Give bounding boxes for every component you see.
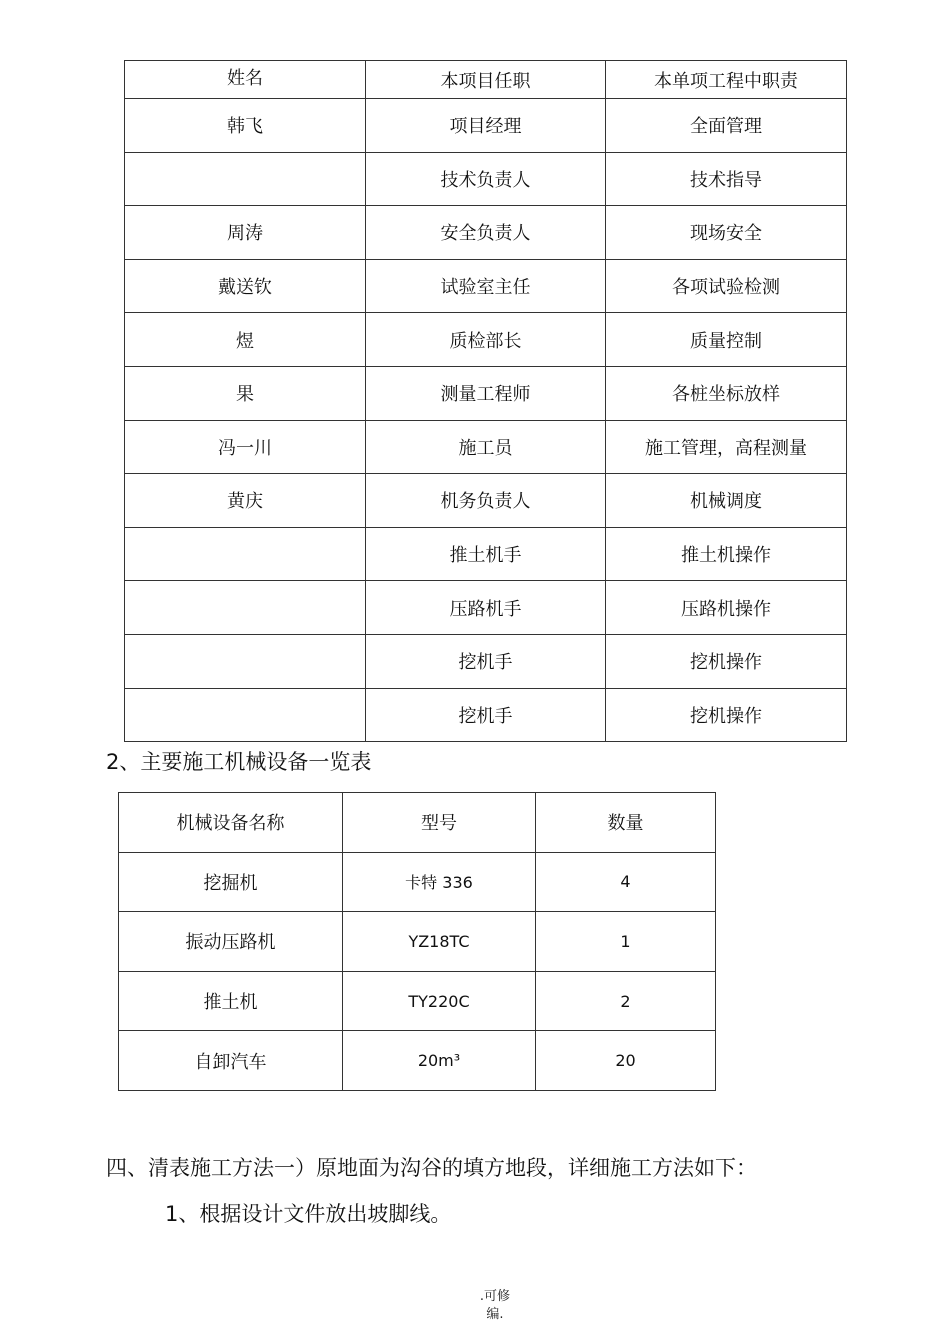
table-row bbox=[125, 688, 847, 742]
staff-duty: 技术指导 bbox=[606, 152, 847, 206]
table-row bbox=[125, 152, 847, 206]
equipment-quantity: 4 bbox=[536, 852, 716, 912]
header-position: 本项目任职 bbox=[366, 61, 606, 99]
equipment-model: 20m³ bbox=[343, 1031, 536, 1091]
equipment-model: TY220C bbox=[343, 971, 536, 1031]
staff-position: 质检部长 bbox=[366, 313, 606, 367]
equipment-name: 自卸汽车 bbox=[119, 1031, 343, 1091]
equipment-section-title: 2、主要施工机械设备一览表 bbox=[106, 750, 372, 774]
table-row bbox=[119, 852, 716, 912]
staff-name bbox=[125, 688, 366, 742]
header-name: 姓名 bbox=[125, 61, 366, 99]
step-one-text: 1、根据设计文件放出坡脚线。 bbox=[165, 1202, 452, 1226]
staff-duty: 挖机操作 bbox=[606, 688, 847, 742]
table-row bbox=[125, 634, 847, 688]
table-row bbox=[125, 474, 847, 528]
staff-position: 挖机手 bbox=[366, 688, 606, 742]
staff-position: 测量工程师 bbox=[366, 366, 606, 420]
staff-table-header-row bbox=[125, 61, 847, 99]
staff-position: 推土机手 bbox=[366, 527, 606, 581]
table-row bbox=[119, 912, 716, 972]
staff-name: 韩飞 bbox=[125, 99, 366, 153]
staff-position: 机务负责人 bbox=[366, 474, 606, 528]
table-row bbox=[125, 259, 847, 313]
staff-duty: 各项试验检测 bbox=[606, 259, 847, 313]
equipment-quantity: 1 bbox=[536, 912, 716, 972]
staff-position: 施工员 bbox=[366, 420, 606, 474]
equipment-name: 推土机 bbox=[119, 971, 343, 1031]
equipment-table bbox=[118, 792, 716, 1091]
staff-duty: 挖机操作 bbox=[606, 634, 847, 688]
table-row bbox=[125, 581, 847, 635]
staff-name bbox=[125, 634, 366, 688]
staff-name: 煜 bbox=[125, 313, 366, 367]
footer-line-1: .可修 bbox=[479, 1289, 511, 1304]
staff-name: 果 bbox=[125, 366, 366, 420]
staff-duty: 现场安全 bbox=[606, 206, 847, 260]
equipment-name: 挖掘机 bbox=[119, 852, 343, 912]
staff-position: 压路机手 bbox=[366, 581, 606, 635]
page-footer bbox=[0, 1288, 950, 1324]
staff-name bbox=[125, 581, 366, 635]
staff-duty: 推土机操作 bbox=[606, 527, 847, 581]
header-model: 型号 bbox=[343, 793, 536, 853]
table-row bbox=[119, 971, 716, 1031]
staff-name: 冯一川 bbox=[125, 420, 366, 474]
staff-duty: 质量控制 bbox=[606, 313, 847, 367]
staff-position: 项目经理 bbox=[366, 99, 606, 153]
header-duty: 本单项工程中职责 bbox=[606, 61, 847, 99]
section-four-heading: 四、清表施工方法一）原地面为沟谷的填方地段，详细施工方法如下： bbox=[106, 1156, 757, 1180]
staff-name bbox=[125, 152, 366, 206]
equipment-name: 振动压路机 bbox=[119, 912, 343, 972]
table-row bbox=[125, 527, 847, 581]
equipment-quantity: 20 bbox=[536, 1031, 716, 1091]
staff-position: 安全负责人 bbox=[366, 206, 606, 260]
staff-duty: 机械调度 bbox=[606, 474, 847, 528]
staff-name: 黄庆 bbox=[125, 474, 366, 528]
header-quantity: 数量 bbox=[536, 793, 716, 853]
header-equipment-name: 机械设备名称 bbox=[119, 793, 343, 853]
table-row bbox=[125, 420, 847, 474]
staff-position: 试验室主任 bbox=[366, 259, 606, 313]
equipment-table-header-row bbox=[119, 793, 716, 853]
table-row bbox=[125, 313, 847, 367]
staff-duty: 全面管理 bbox=[606, 99, 847, 153]
staff-position: 技术负责人 bbox=[366, 152, 606, 206]
equipment-model: YZ18TC bbox=[343, 912, 536, 972]
footer-line-2: 编. bbox=[486, 1307, 504, 1322]
staff-name: 戴送钦 bbox=[125, 259, 366, 313]
equipment-quantity: 2 bbox=[536, 971, 716, 1031]
staff-duty: 压路机操作 bbox=[606, 581, 847, 635]
staff-table bbox=[124, 60, 847, 742]
staff-name bbox=[125, 527, 366, 581]
table-row bbox=[125, 366, 847, 420]
staff-name: 周涛 bbox=[125, 206, 366, 260]
staff-duty: 施工管理，高程测量 bbox=[606, 420, 847, 474]
equipment-model: 卡特 336 bbox=[343, 852, 536, 912]
table-row bbox=[119, 1031, 716, 1091]
table-row bbox=[125, 206, 847, 260]
staff-position: 挖机手 bbox=[366, 634, 606, 688]
staff-duty: 各桩坐标放样 bbox=[606, 366, 847, 420]
table-row bbox=[125, 99, 847, 153]
